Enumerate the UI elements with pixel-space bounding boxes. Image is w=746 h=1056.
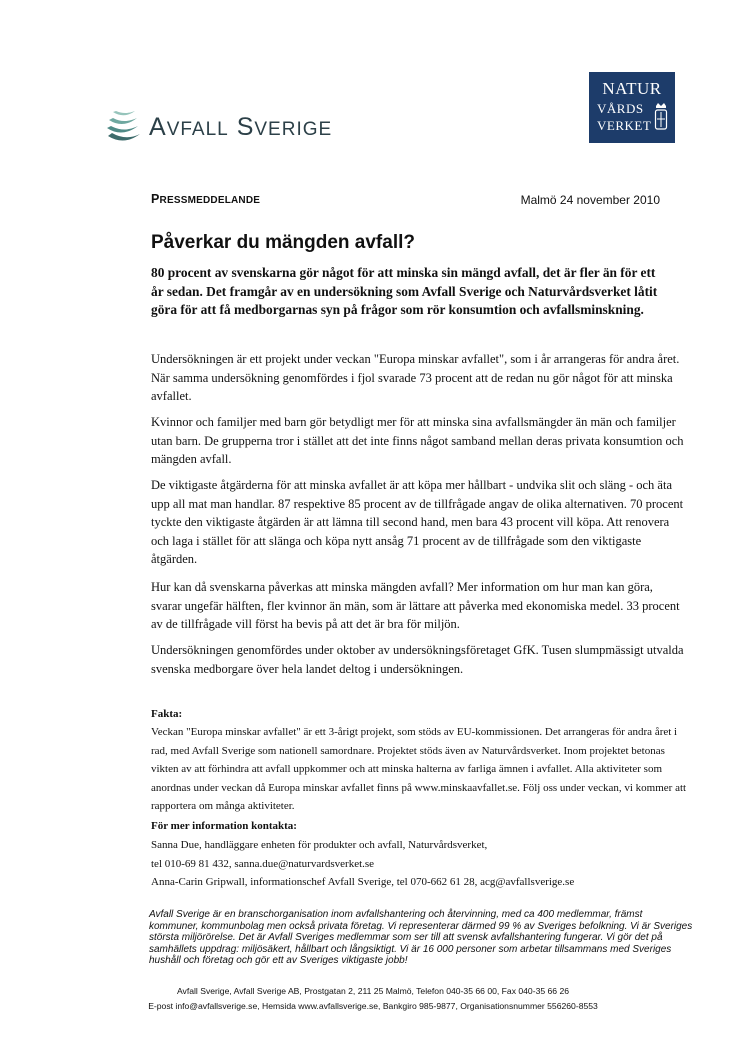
lead-paragraph: 80 procent av svenskarna gör något för att minska sin mängd avfall, det är fler än för ett år sedan. Det framgår av en undersökning som Avfall Sverige och Naturvårdsverket låtit göra för att få medborgarnas syn på frågor som rör konsumtion och avfallsminskning. (151, 265, 658, 317)
press-release-date: Malmö 24 november 2010 (520, 193, 660, 207)
body-paragraph-3: De viktigaste åtgärderna för att minska avfallet är att köpa mer hållbart - undvika slit och släng - och äta upp all mat man handlar. 87 respektive 85 procent av de tillfrågade angav de olika alternativen. 70 procent tyckte den viktigaste åtgärden är att lämna till second hand, men bara 43 procent vill köpa. Att renovera och laga i stället för att slänga och köpa nytt ansåg 71 procent av de tillfrågade som den viktigaste åtgärden. (151, 478, 684, 567)
body-paragraph-1: Undersökningen är ett projekt under veckan "Europa minskar avfallet", som i år arrangeras för andra året. När samma undersökning genomfördes i fjol svarade 73 procent att de redan nu gör något för att minska avfallet. (151, 352, 680, 404)
contact-line: Sanna Due, handläggare enheten för produkter och avfall, Naturvårdsverket, (151, 839, 488, 851)
footer-contact: E-post info@avfallsverige.se, Hemsida www.avfallsverige.se, Bankgiro 985-9877, Organisationsnummer 556260-8553 (148, 1001, 598, 1011)
press-release-label: PRESSMEDDELANDE (151, 192, 261, 206)
naturvardsverket-logo-line1: NATUR (602, 79, 662, 98)
contact-line: tel 010-69 81 432, sanna.due@naturvardsverket.se (151, 857, 375, 870)
contact-list (151, 836, 691, 892)
naturvardsverket-logo-line3: VERKET (597, 118, 652, 133)
body-paragraph-4: Hur kan då svenskarna påverkas att minska mängden avfall? Mer information om hur man kan göra, svarar ungefär hälften, fler kvinnor än män, som är lättare att påverka med ekonomiska medel. 33 procent av de tillfrågade vill först ha bevis på att det är bra för miljön. (151, 580, 680, 632)
avfall-sverige-logo (104, 108, 354, 148)
avfall-sverige-wordmark: AVFALL SVERIGE (149, 113, 333, 141)
contact-heading: För mer information kontakta: (151, 820, 297, 832)
crown-crest-icon (653, 102, 669, 132)
about-organisation: Avfall Sverige är en branschorganisation inom avfallshantering och återvinning, med ca 400 medlemmar, främst kommuner, kommunbolag men också privata företag. Vi representerar därmed 99 % av Sveriges befolkning. Vi är Sveriges största miljörörelse. Det är Avfall Sveriges medlemmar som ser till att svensk avfallshantering fungerar. Vi gör det på samhällets uppdrag: miljösäkert, hållbart och långsiktigt. Vi är 16 000 personer som arbetar tillsammans med Sveriges hushåll och företag och gör ett av Sveriges viktigaste jobb! (149, 909, 693, 967)
facts-heading: Fakta: (151, 708, 183, 720)
naturvardsverket-logo (589, 72, 675, 143)
naturvardsverket-logo-line2: VÅRDS (597, 101, 644, 116)
facts-body: Veckan "Europa minskar avfallet" är ett 3-årigt projekt, som stöds av EU-kommissionen. Det arrangeras för andra året i rad, med Avfall Sverige som nationell samordnare. Projektet stöds även av Naturvårdsverket. Inom projektet betonas vikten av att förhindra att avfall uppkommer och att minska halterna av farliga ämnen i avfallet. Alla aktiviteter som anordnas under veckan då Europa minskar avfallet finns på www.minskaavfallet.se. Följ oss under veckan, vi kommer att rapportera om många aktiviteter. (151, 726, 687, 813)
footer-address: Avfall Sverige, Avfall Sverige AB, Prostgatan 2, 211 25 Malmö, Telefon 040-35 66 00, Fax 040-35 66 26 (176, 986, 570, 996)
contact-line: Anna-Carin Gripwall, informationschef Avfall Sverige, tel 070-662 61 28, acg@avfallsverige.se (151, 876, 575, 889)
body-paragraph-2: Kvinnor och familjer med barn gör betydligt mer för att minska sina avfallsmängder än män och familjer utan barn. De grupperna tror i stället att det inte finns något samband mellan deras privata konsumtion och mängden avfall. (151, 415, 684, 467)
body-paragraph-5: Undersökningen genomfördes under oktober av undersökningsföretaget GfK. Tusen slumpmässigt utvalda svenska medborgare över hela landet deltog i undersökningen. (151, 643, 684, 676)
footer (0, 984, 746, 1014)
avfall-sverige-swoosh-icon (104, 108, 144, 144)
page-title: Påverkar du mängden avfall? (151, 232, 415, 253)
